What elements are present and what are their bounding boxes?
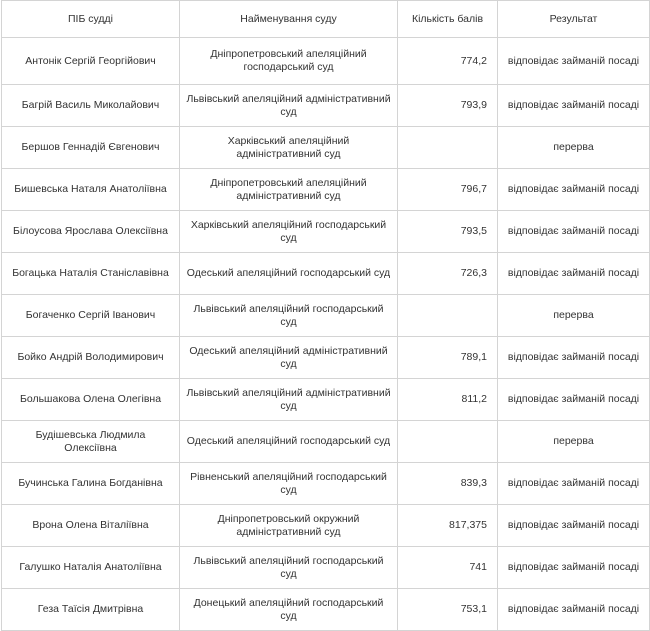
result-cell: перерва bbox=[498, 295, 650, 337]
table-row bbox=[2, 589, 650, 631]
result-cell: відповідає займаній посаді bbox=[498, 379, 650, 421]
table-row bbox=[2, 295, 650, 337]
table-row bbox=[2, 127, 650, 169]
judges-evaluation-table bbox=[1, 0, 650, 631]
score-cell: 741 bbox=[398, 547, 498, 589]
court-cell: Львівський апеляційний адміністративний суд bbox=[180, 379, 398, 421]
judge-name-cell: Багрій Василь Миколайович bbox=[2, 85, 180, 127]
table-row bbox=[2, 169, 650, 211]
score-cell: 793,5 bbox=[398, 211, 498, 253]
court-cell: Донецький апеляційний господарський суд bbox=[180, 589, 398, 631]
judge-name-cell: Бершов Геннадій Євгенович bbox=[2, 127, 180, 169]
score-cell: 789,1 bbox=[398, 337, 498, 379]
table-row bbox=[2, 337, 650, 379]
court-cell: Львівський апеляційний господарський суд bbox=[180, 547, 398, 589]
court-cell: Одеський апеляційний господарський суд bbox=[180, 253, 398, 295]
court-cell: Дніпропетровський апеляційний адміністративний суд bbox=[180, 169, 398, 211]
table-row bbox=[2, 379, 650, 421]
table-row bbox=[2, 38, 650, 85]
judge-name-cell: Бойко Андрій Володимирович bbox=[2, 337, 180, 379]
result-cell: відповідає займаній посаді bbox=[498, 169, 650, 211]
result-cell: перерва bbox=[498, 127, 650, 169]
score-cell: 839,3 bbox=[398, 463, 498, 505]
score-cell: 811,2 bbox=[398, 379, 498, 421]
score-cell: 726,3 bbox=[398, 253, 498, 295]
column-header-result: Результат bbox=[498, 1, 650, 38]
judge-name-cell: Бишевська Наталя Анатоліївна bbox=[2, 169, 180, 211]
table-row bbox=[2, 253, 650, 295]
table-row bbox=[2, 421, 650, 463]
result-cell: відповідає займаній посаді bbox=[498, 85, 650, 127]
score-cell: 793,9 bbox=[398, 85, 498, 127]
judge-name-cell: Большакова Олена Олегівна bbox=[2, 379, 180, 421]
judge-name-cell: Білоусова Ярослава Олексіївна bbox=[2, 211, 180, 253]
table-row bbox=[2, 463, 650, 505]
court-cell: Дніпропетровський апеляційний господарський суд bbox=[180, 38, 398, 85]
judge-name-cell: Богацька Наталія Станіславівна bbox=[2, 253, 180, 295]
column-header-score: Кількість балів bbox=[398, 1, 498, 38]
judge-name-cell: Бучинська Галина Богданівна bbox=[2, 463, 180, 505]
judge-name-cell: Богаченко Сергій Іванович bbox=[2, 295, 180, 337]
result-cell: відповідає займаній посаді bbox=[498, 463, 650, 505]
result-cell: перерва bbox=[498, 421, 650, 463]
court-cell: Львівський апеляційний господарський суд bbox=[180, 295, 398, 337]
court-cell: Рівненський апеляційний господарський суд bbox=[180, 463, 398, 505]
result-cell: відповідає займаній посаді bbox=[498, 337, 650, 379]
court-cell: Одеський апеляційний адміністративний суд bbox=[180, 337, 398, 379]
judge-name-cell: Геза Таїсія Дмитрівна bbox=[2, 589, 180, 631]
result-cell: відповідає займаній посаді bbox=[498, 547, 650, 589]
table-header-row bbox=[2, 1, 650, 38]
judge-name-cell: Галушко Наталія Анатоліївна bbox=[2, 547, 180, 589]
judge-name-cell: Антонік Сергій Георгійович bbox=[2, 38, 180, 85]
column-header-court: Найменування суду bbox=[180, 1, 398, 38]
table-row bbox=[2, 211, 650, 253]
table-row bbox=[2, 505, 650, 547]
score-cell: 753,1 bbox=[398, 589, 498, 631]
result-cell: відповідає займаній посаді bbox=[498, 505, 650, 547]
table-row bbox=[2, 85, 650, 127]
table-row bbox=[2, 547, 650, 589]
score-cell: 817,375 bbox=[398, 505, 498, 547]
court-cell: Львівський апеляційний адміністративний суд bbox=[180, 85, 398, 127]
score-cell: 774,2 bbox=[398, 38, 498, 85]
court-cell: Дніпропетровський окружний адміністративний суд bbox=[180, 505, 398, 547]
result-cell: відповідає займаній посаді bbox=[498, 38, 650, 85]
column-header-name: ПІБ судді bbox=[2, 1, 180, 38]
court-cell: Одеський апеляційний господарський суд bbox=[180, 421, 398, 463]
judge-name-cell: Врона Олена Віталіївна bbox=[2, 505, 180, 547]
score-cell bbox=[398, 295, 498, 337]
score-cell bbox=[398, 421, 498, 463]
score-cell: 796,7 bbox=[398, 169, 498, 211]
result-cell: відповідає займаній посаді bbox=[498, 253, 650, 295]
court-cell: Харківський апеляційний адміністративний суд bbox=[180, 127, 398, 169]
result-cell: відповідає займаній посаді bbox=[498, 211, 650, 253]
court-cell: Харківський апеляційний господарський суд bbox=[180, 211, 398, 253]
judge-name-cell: Будішевська Людмила Олексіївна bbox=[2, 421, 180, 463]
score-cell bbox=[398, 127, 498, 169]
result-cell: відповідає займаній посаді bbox=[498, 589, 650, 631]
